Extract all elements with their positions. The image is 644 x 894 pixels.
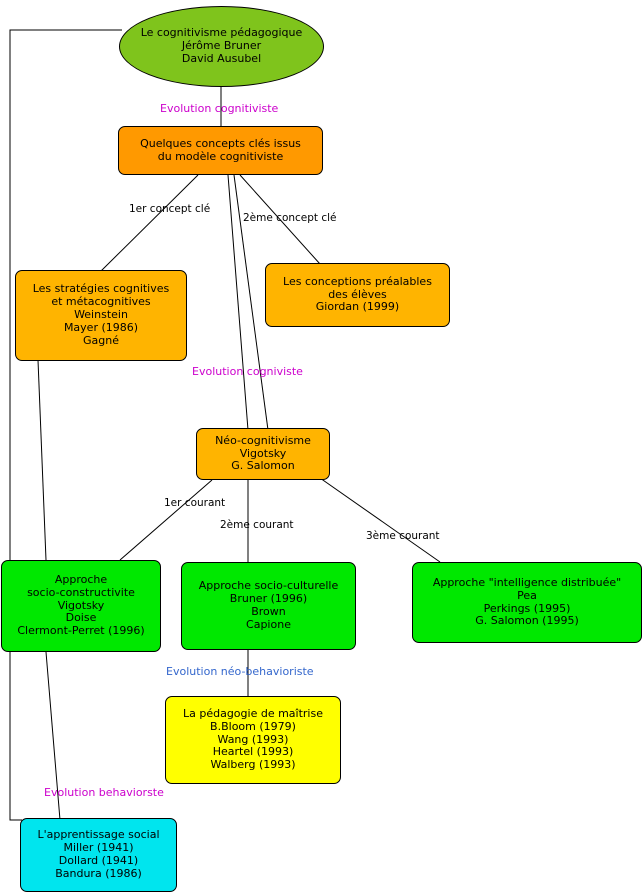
edge-label-1er-concept-cle: 1er concept clé	[129, 203, 211, 215]
node-line: Clermont-Perret (1996)	[17, 624, 145, 638]
edge-label-1er-courant: 1er courant	[164, 497, 226, 509]
node-line: des élèves	[328, 287, 387, 301]
node-line: G. Salomon (1995)	[475, 614, 579, 628]
node-line: Vigotsky	[239, 446, 287, 460]
node-line: Le cognitivisme pédagogique	[140, 26, 303, 40]
node-line: David Ausubel	[181, 51, 262, 65]
node-line: Vigotsky	[57, 598, 105, 612]
node-approche-intelligence-distribuee[interactable]	[412, 562, 642, 643]
node-line: Néo-cognitivisme	[215, 433, 311, 447]
connector-strategies-to-socio-constructiviste	[38, 360, 46, 560]
node-line: Approche "intelligence distribuée"	[432, 575, 622, 589]
node-line: Doise	[65, 611, 97, 625]
node-line: Jérôme Bruner	[181, 39, 262, 53]
node-line: Weinstein	[74, 308, 128, 322]
edge-label-2eme-courant: 2ème courant	[220, 519, 294, 531]
edge-label-2eme-concept-cle: 2ème concept clé	[243, 212, 337, 224]
node-line: Approche	[54, 572, 108, 586]
node-approche-socio-constructiviste[interactable]	[1, 560, 161, 652]
connector-neo-to-socio-constructiviste	[120, 480, 212, 560]
node-line: G. Salomon	[231, 459, 295, 473]
node-line: L'apprentissage social	[37, 828, 160, 842]
node-line: Bandura (1986)	[55, 866, 142, 880]
node-approche-socio-culturelle[interactable]	[181, 562, 356, 650]
node-line: Giordan (1999)	[315, 300, 400, 314]
node-neo-cognitivisme[interactable]	[196, 428, 330, 480]
node-line: Heartel (1993)	[212, 745, 294, 759]
connector-concepts-to-strategies	[100, 175, 198, 272]
node-line: Brown	[251, 605, 286, 618]
node-line: socio-constructivite	[27, 585, 135, 599]
label-evolution-behaviorste: Evolution behaviorste	[44, 786, 164, 799]
node-line: Pea	[517, 588, 537, 602]
node-cognitivisme-pedagogique[interactable]	[119, 6, 324, 87]
node-line: du modèle cognitiviste	[157, 149, 284, 163]
node-concepts-cles[interactable]	[118, 126, 323, 175]
node-pedagogie-de-maitrise[interactable]	[165, 696, 341, 784]
node-line: Bruner (1996)	[229, 592, 308, 606]
node-line: Perkings (1995)	[483, 601, 571, 615]
node-line: Quelques concepts clés issus	[140, 136, 301, 150]
node-strategies-cognitives[interactable]	[15, 270, 187, 361]
label-evolution-cognitiviste: Evolution cognitiviste	[160, 102, 279, 115]
node-line: Mayer (1986)	[63, 320, 139, 334]
connector-title-to-apprentissage	[10, 30, 122, 820]
label-evolution-cogniviste: Evolution cogniviste	[192, 365, 303, 378]
node-line: B.Bloom (1979)	[210, 719, 296, 733]
node-line: Miller (1941)	[63, 841, 134, 855]
node-line: Les conceptions préalables	[283, 274, 432, 288]
node-line: La pédagogie de maîtrise	[182, 706, 323, 720]
node-line: Les stratégies cognitives	[32, 282, 170, 296]
edge-label-3eme-courant: 3ème courant	[366, 530, 440, 542]
node-apprentissage-social[interactable]	[20, 818, 177, 892]
node-line: Gagné	[83, 333, 119, 347]
node-line: Approche socio-culturelle	[198, 579, 339, 593]
node-line: Capione	[246, 617, 291, 631]
connector-neo-to-intelligence	[320, 478, 440, 562]
node-line: Wang (1993)	[217, 732, 289, 746]
label-evolution-neo-behavioriste: Evolution néo-behavioriste	[166, 665, 314, 678]
node-conceptions-prealables[interactable]	[265, 263, 450, 327]
node-line: Walberg (1993)	[210, 758, 296, 772]
node-line: et métacognitives	[51, 295, 151, 309]
node-line: Dollard (1941)	[58, 854, 139, 867]
